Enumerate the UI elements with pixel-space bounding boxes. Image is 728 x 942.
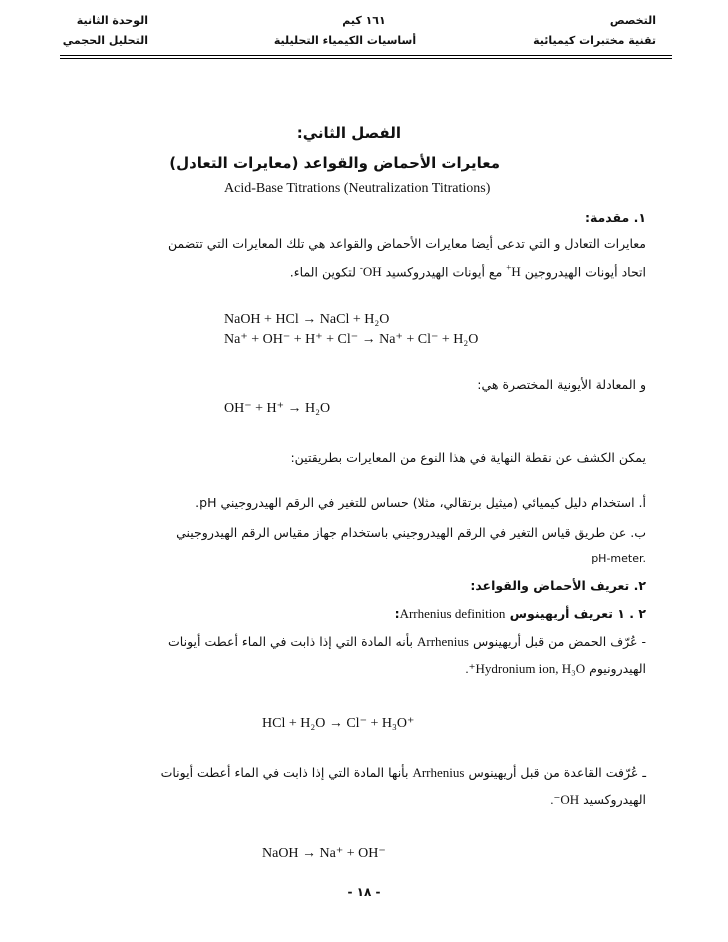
chapter-heading: الفصل الثاني: [296,124,401,142]
endpoint-detection-text: يمكن الكشف عن نقطة النهاية في هذا النوع من المعايرات بطريقتين: [290,450,646,465]
acid-def-hydronium-ar: الهيدرونيوم [589,661,646,676]
acid-definition-line2 [465,661,646,677]
acid-def-arrhenius: Arrhenius [416,634,469,649]
header-specialty-label: التخصص [609,14,656,27]
section1-heading: ١. مقدمة: [584,210,646,225]
acid-definition-line1 [48,634,646,650]
base-definition-line2 [550,792,646,808]
para2-text-c: لتكوين الماء. [289,264,356,280]
header-unit-name: التحليل الحجمي [62,34,148,47]
header-course-code: ١٦١ كيم [342,14,386,27]
arrhenius-subheading [395,606,646,622]
oh-charge: - [359,263,363,273]
equation-net-ionic: OH⁻ + H⁺ → H₂O [224,401,331,416]
arrhenius-subheading-ar: ٢ . ١ تعريف أريهينوس [509,606,646,621]
header-rule-bottom [60,58,672,59]
acid-def-text-b: بأنه المادة التي إذا ذابت في الماء أعطت أيونات [168,634,413,649]
h-symbol: H [511,264,521,280]
header-specialty-value: تقنية مختبرات كيميائية [533,34,656,47]
method-b-text: ب. عن طريق قياس التغير في الرقم الهيدروجيني باستخدام جهاز مقياس الرقم الهيدروجيني [176,525,646,540]
page-number: - ١٨ - [347,885,381,899]
section1-paragraph-line2 [290,263,646,280]
base-def-text-a: ـ عُرّفت القاعدة من قبل أريهينوس [468,765,646,780]
acid-def-text-a: - عُرّف الحمض من قبل أريهينوس [472,634,646,649]
section1-paragraph-line1: معايرات التعادل و التي تدعى أيضا معايرات الأحماض والقواعد هي تلك المعايرات التي تتضمن [167,236,646,251]
acid-def-hydronium-en: Hydronium ion, H₃O⁺. [465,661,586,676]
hydrogen-ion-symbol [506,264,520,279]
chapter-title-english: Acid-Base Titrations (Neutralization Titrations) [224,181,491,196]
base-def-arrhenius: Arrhenius [412,765,465,780]
oh-symbol: OH [362,264,382,280]
base-def-text-b: بأنها المادة التي إذا ذابت في الماء أعطت أيونات [160,765,409,780]
para2-text-a: اتحاد أيونات الهيدروجين [524,264,646,280]
section2-heading: ٢. تعريف الأحماض والقواعد: [470,578,646,593]
header-rule-top [60,55,672,56]
ionic-equation-label: و المعادلة الأيونية المختصرة هي: [477,377,646,392]
arrhenius-subheading-colon: : [394,606,400,621]
base-def-hydroxide-ar: الهيدروكسيد [583,792,646,807]
method-a-text: أ. استخدام دليل كيميائي (ميثيل برتقالي، مثلا) حساس للتغير في الرقم الهيدروجيني pH. [195,495,646,510]
header-course-name: أساسيات الكيمياء التحليلية [273,34,417,47]
h-charge: + [506,263,512,273]
chapter-title-arabic: معايرات الأحماض والقواعد (معايرات التعادل) [169,154,500,172]
base-def-hydroxide-en: OH⁻. [550,792,580,807]
hydroxide-ion-symbol [360,264,382,279]
equation-molecular: NaOH + HCl → NaCl + H₂O [224,312,390,327]
para2-text-b: مع أيونات الهيدروكسيد [385,264,503,280]
equation-naoh-dissociation: NaOH → Na⁺ + OH⁻ [262,846,386,861]
base-definition-line1 [48,765,646,781]
method-b-continuation: pH-meter. [591,552,646,565]
equation-complete-ionic: Na⁺ + OH⁻ + H⁺ + Cl⁻ → Na⁺ + Cl⁻ + H₂O [224,332,479,347]
equation-hcl-water: HCl + H₂O → Cl⁻ + H₃O⁺ [262,716,415,731]
arrhenius-subheading-en: Arrhenius definition [399,606,506,621]
header-unit-label: الوحدة الثانية [76,14,148,27]
